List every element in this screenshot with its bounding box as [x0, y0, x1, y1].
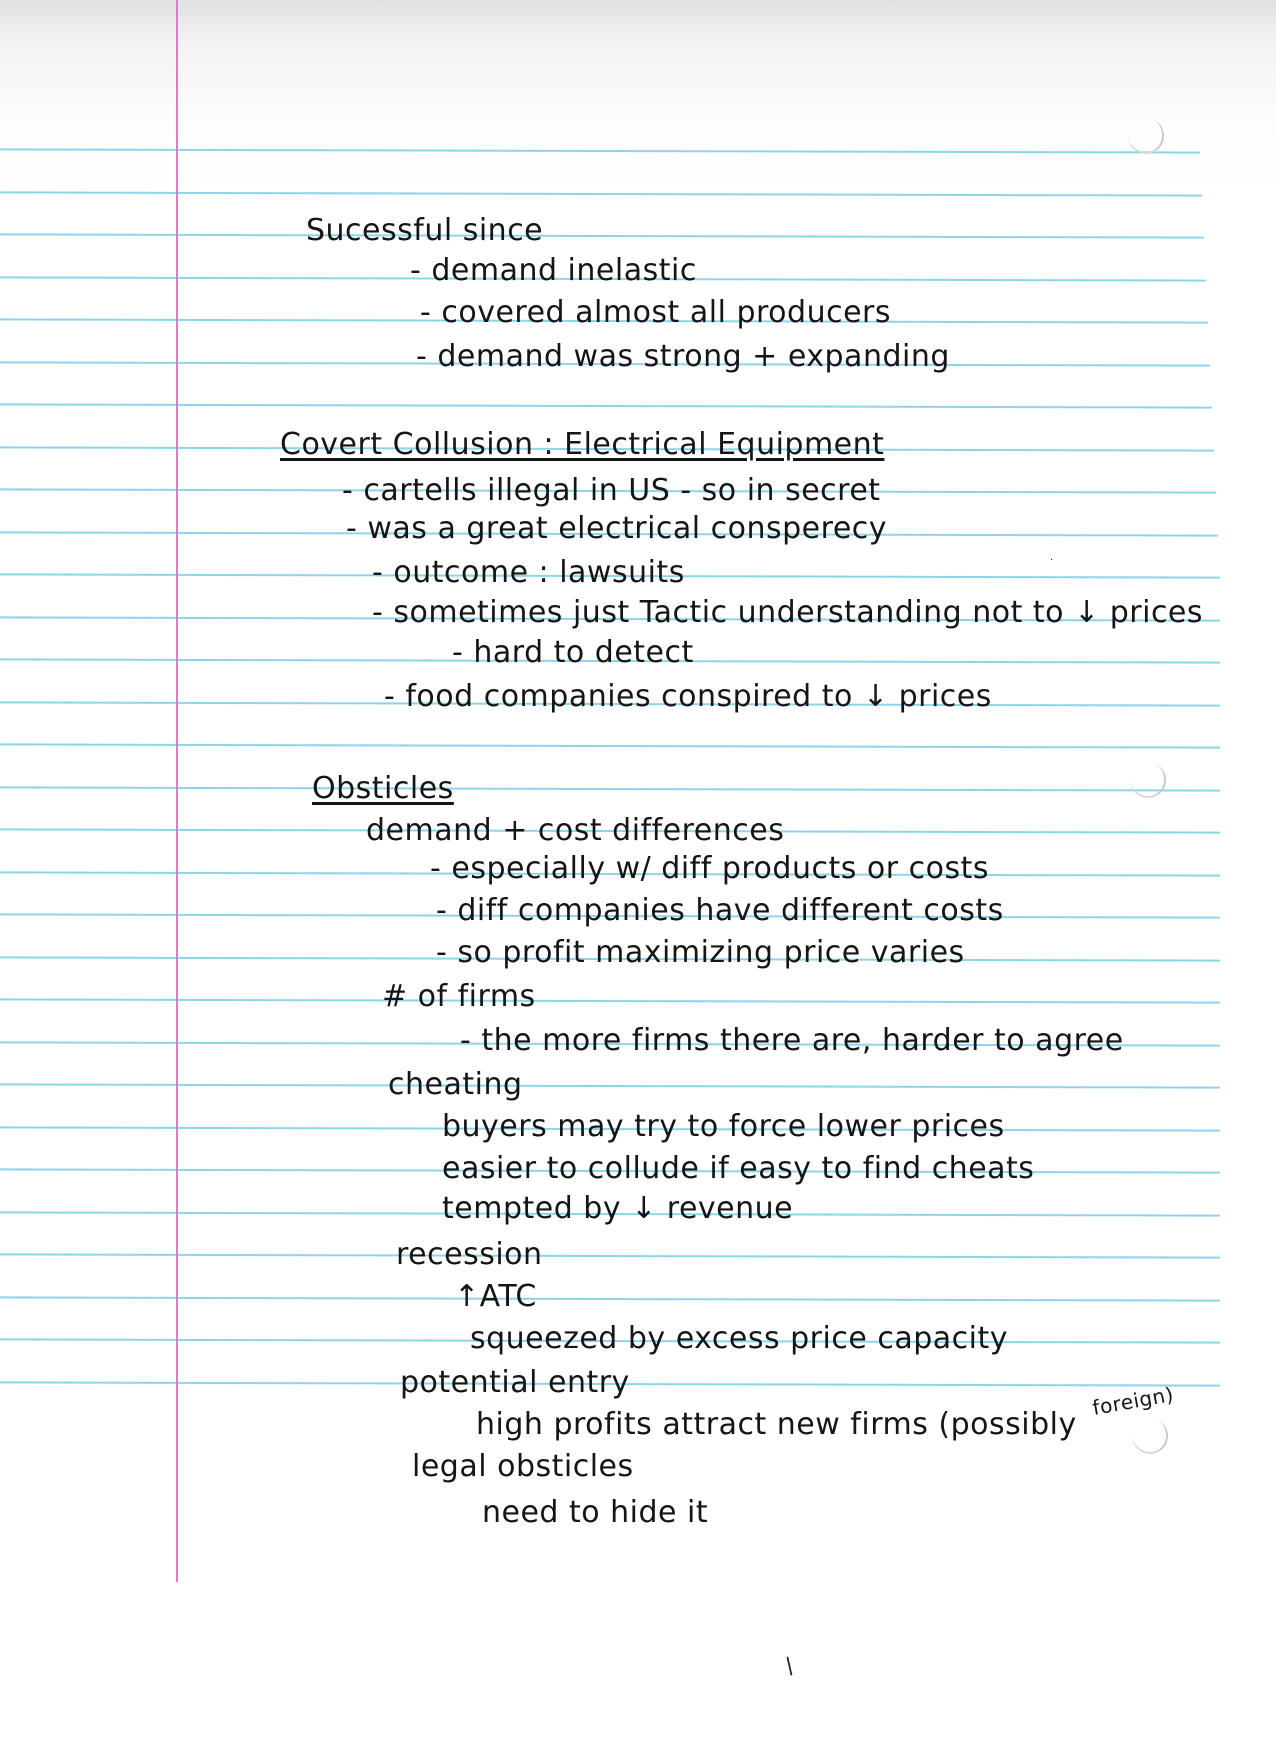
heading-obsticles: Obsticles — [312, 771, 454, 806]
note-tempted-revenue: tempted by ↓ revenue — [442, 1191, 794, 1226]
note-recession: recession — [396, 1237, 543, 1272]
ruled-line — [0, 1083, 1220, 1088]
ruled-line — [0, 786, 1220, 791]
note-hard-to-detect: - hard to detect — [452, 635, 694, 670]
heading-covert-collusion: Covert Collusion : Electrical Equipment — [280, 427, 885, 462]
note-easier-collude: easier to collude if easy to find cheats — [442, 1151, 1035, 1186]
note-food-companies: - food companies conspired to ↓ prices — [384, 679, 992, 714]
note-hide-it: need to hide it — [482, 1495, 709, 1530]
note-outcome-lawsuits: - outcome : lawsuits — [372, 555, 685, 590]
ruled-line — [0, 1253, 1220, 1258]
note-more-firms: - the more firms there are, harder to agree — [460, 1023, 1124, 1058]
stray-dot: . — [1050, 552, 1054, 563]
note-number-of-firms: # of firms — [382, 979, 536, 1014]
ruled-line — [0, 148, 1200, 153]
note-high-profits: high profits attract new firms (possibly — [476, 1407, 1077, 1442]
note-legal-obsticles: legal obsticles — [412, 1449, 634, 1484]
binder-hole-middle — [1127, 759, 1169, 801]
note-buyers-force: buyers may try to force lower prices — [442, 1109, 1005, 1144]
ruled-line — [0, 743, 1220, 748]
note-tacit-understanding: - sometimes just Tactic understanding not to ↓ prices — [372, 595, 1204, 630]
heading-successful-since: Sucessful since — [306, 213, 544, 248]
ruled-line — [0, 191, 1202, 196]
note-conspiracy: - was a great electrical consperecy — [346, 511, 888, 546]
note-foreign: foreign) — [1090, 1382, 1176, 1420]
note-potential-entry: potential entry — [400, 1365, 630, 1400]
note-cartels-illegal: - cartells illegal in US - so in secret — [342, 473, 881, 508]
stray-pen-mark: / — [780, 1653, 800, 1680]
note-demand-cost-differences: demand + cost differences — [366, 813, 785, 848]
note-cheating: cheating — [388, 1067, 523, 1102]
note-demand-strong: - demand was strong + expanding — [416, 339, 950, 374]
note-diff-costs: - diff companies have different costs — [436, 893, 1004, 928]
note-covered-producers: - covered almost all producers — [420, 295, 891, 330]
binder-hole-bottom — [1129, 1415, 1171, 1457]
ruled-line — [0, 1296, 1220, 1301]
note-profit-max-price: - so profit maximizing price varies — [436, 935, 965, 970]
ruled-line — [0, 998, 1220, 1003]
note-atc: ↑ATC — [454, 1279, 537, 1314]
ruled-line — [0, 233, 1204, 238]
margin-line — [176, 0, 178, 1582]
note-diff-products: - especially w/ diff products or costs — [430, 851, 989, 886]
ruled-line — [0, 403, 1212, 408]
note-demand-inelastic: - demand inelastic — [410, 253, 697, 288]
note-squeezed: squeezed by excess price capacity — [470, 1321, 1008, 1356]
